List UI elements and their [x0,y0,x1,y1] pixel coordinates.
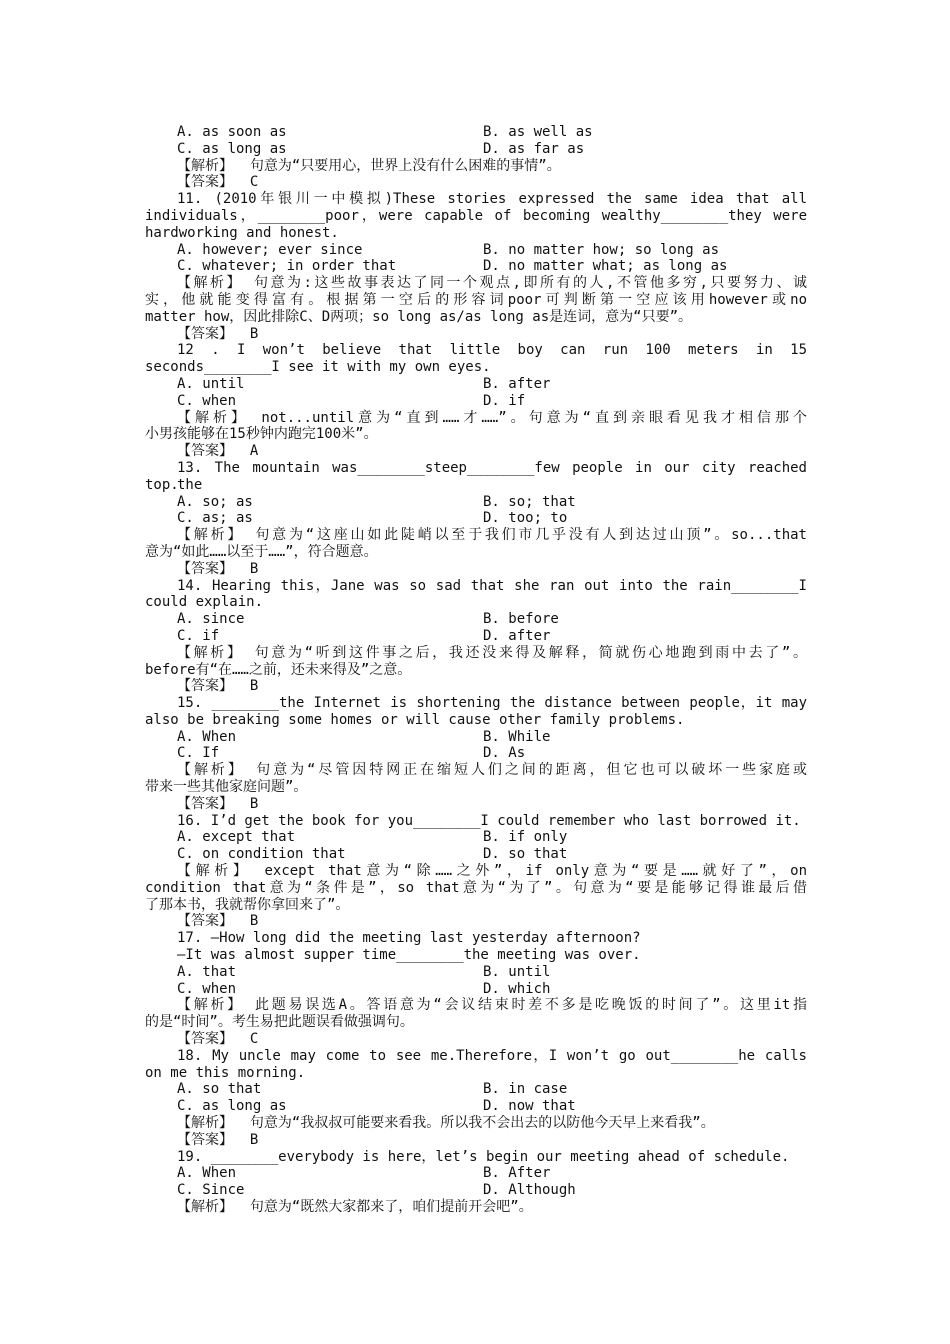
text-line: 【答案】 C [177,174,259,191]
text-line: matter how，因此排除C、D两项；so long as/as long as是连词，意为“只要”。 [145,308,693,325]
text-line: 【解析】 except that意为“除……之外”，if only意为“要是……就好了”，on [177,863,807,880]
text-line: 【答案】 A [177,443,259,460]
option-right: D. now that [483,1098,576,1115]
option-left: C. as long as [177,140,287,157]
option-left: A. however; ever since [177,241,363,258]
answer-options-row [145,981,807,998]
text-line: 的是“时间”。考生易把此题误看做强调句。 [145,1014,414,1031]
text-line: 【解析】 句意为:这些故事表达了同一个观点,即所有的人,不管他多穷,只要努力、诚 [177,275,807,292]
text-line: 16. I’d get the book for you________I could remember who last borrowed it. [177,812,801,829]
option-right: B. While [483,728,551,745]
answer-options-row [145,510,807,527]
text-line: 了那本书，我就帮你拿回来了”。 [145,896,350,913]
text-line: 【解析】 句意为“只要用心，世界上没有什么困难的事情”。 [177,157,561,174]
option-left: A. When [177,1165,237,1182]
option-left: C. when [177,392,237,409]
option-left: A. except that [177,829,296,846]
text-line: 【解析】 此题易误选A。答语意为“会议结束时差不多是吃晚饭的时间了”。这里it指 [177,997,807,1014]
text-line: also be breaking some homes or will cause other family problems. [145,711,685,728]
text-line: —It was almost supper time________the meeting was over. [177,947,641,964]
answer-options-row [145,376,807,393]
option-right: D. too; to [483,510,568,527]
answer-options-row [145,258,807,275]
option-left: C. whatever; in order that [177,258,397,275]
text-line: 【答案】 B [177,913,259,930]
text-line: on me this morning. [145,1064,306,1081]
text-line: top. [145,476,179,493]
text-line: 【解析】 句意为“尽管因特网正在缩短人们之间的距离，但它也可以破坏一些家庭或 [177,762,807,779]
answer-options-row [145,1165,807,1182]
option-left: A. that [177,963,237,980]
option-left: A. until [177,375,245,392]
answer-options-row [145,611,807,628]
text-line: 【答案】 C [177,1031,259,1048]
text-line: 12 . I won’t believe that little boy can run 100 meters in 15 [177,342,807,359]
text-line: 【解析】 句意为“听到这件事之后，我还没来得及解释，简就伤心地跑到雨中去了”。 [177,644,807,661]
answer-options-row [145,124,807,141]
option-right: D. so that [483,846,568,863]
answer-options-row [145,846,807,863]
document-page [145,124,807,1216]
text-line: 【解析】 句意为“既然大家都来了，咱们提前开会吧”。 [177,1199,533,1215]
text-line: 17. —How long did the meeting last yesterday afternoon? [177,930,641,947]
text-line: 19. ________everybody is here，let’s begin our meeting ahead of schedule. [177,1148,790,1165]
text-line: 13. The mountain was________steep________few people in our city reached the [177,459,807,493]
text-line: 【解析】 not...until意为“直到……才……”。句意为“直到亲眼看见我才相信那个 [177,409,807,426]
option-left: A. since [177,611,245,628]
option-left: C. on condition that [177,846,346,863]
answer-options-row [145,964,807,981]
text-line: individuals，________poor，were capable of becoming wealthy________they were [145,207,807,224]
option-right: D. no matter what; as long as [483,258,728,275]
answer-options-row [145,141,807,158]
answer-options-row [145,393,807,410]
answer-options-row [145,1081,807,1098]
text-line: 【答案】 B [177,560,259,577]
answer-options-row [145,729,807,746]
text-line: 【答案】 B [177,1131,259,1148]
answer-options-row [145,1098,807,1115]
answer-options-row [145,1182,807,1199]
option-left: C. when [177,980,237,997]
text-line: 18. My uncle may come to see me.Therefore，I won’t go out________he calls [177,1047,807,1064]
text-line: 11. (2010年银川一中模拟)These stories expressed the same idea that all [177,191,807,208]
text-line: 【解析】 句意为“我叔叔可能要来看我。所以我不会出去的以防他今天早上来看我”。 [177,1115,715,1132]
text-line: before有“在……之前，还未来得及”之意。 [145,661,412,678]
option-right: D. as far as [483,140,585,157]
text-line: 小男孩能够在15秒钟内跑完100米”。 [145,426,378,443]
option-right: D. As [483,745,526,762]
option-right: B. in case [483,1081,568,1098]
text-line: seconds________I see it with my own eyes. [145,359,491,376]
option-right: D. after [483,627,551,644]
option-left: C. as; as [177,510,253,527]
answer-options-row [145,829,807,846]
option-right: D. Although [483,1182,576,1199]
option-right: D. which [483,980,551,997]
text-line: 14. Hearing this，Jane was so sad that she ran out into the rain________I [177,577,807,594]
answer-options-row [145,242,807,259]
option-right: B. no matter how; so long as [483,241,720,258]
option-right: B. if only [483,829,568,846]
text-line: hardworking and honest. [145,224,339,241]
answer-options-row [145,494,807,511]
option-right: D. if [483,392,526,409]
text-line: 意为“如此……以至于……”，符合题意。 [145,543,378,560]
text-line: could explain. [145,594,264,611]
text-line: 【解析】 句意为“这座山如此陡峭以至于我们市几乎没有人到达过山顶”。so...that [177,527,807,544]
answer-options-row [145,745,807,762]
option-left: C. if [177,627,220,644]
text-line: 【答案】 B [177,678,259,695]
text-line: condition that意为“条件是”，so that意为“为了”。句意为“要是能够记得谁最后借 [145,879,807,896]
text-line: 【答案】 B [177,325,259,342]
option-left: C. Since [177,1182,245,1199]
option-left: C. If [177,745,220,762]
text-line: 带来一些其他家庭问题”。 [145,779,308,796]
option-right: B. until [483,963,551,980]
option-right: B. so; that [483,493,576,510]
option-right: B. as well as [483,124,593,140]
option-left: A. as soon as [177,124,287,140]
text-line: 【答案】 B [177,795,259,812]
option-left: A. so that [177,1081,262,1098]
option-right: B. after [483,375,551,392]
text-line: 实，他就能变得富有。根据第一空后的形容词poor可判断第一空应该用however或no [145,291,807,308]
answer-options-row [145,628,807,645]
option-left: A. so; as [177,493,253,510]
option-right: B. before [483,611,559,628]
option-right: B. After [483,1165,551,1182]
option-left: A. When [177,728,237,745]
text-line: 15. ________the Internet is shortening the distance between people，it may [177,695,807,712]
option-left: C. as long as [177,1098,287,1115]
